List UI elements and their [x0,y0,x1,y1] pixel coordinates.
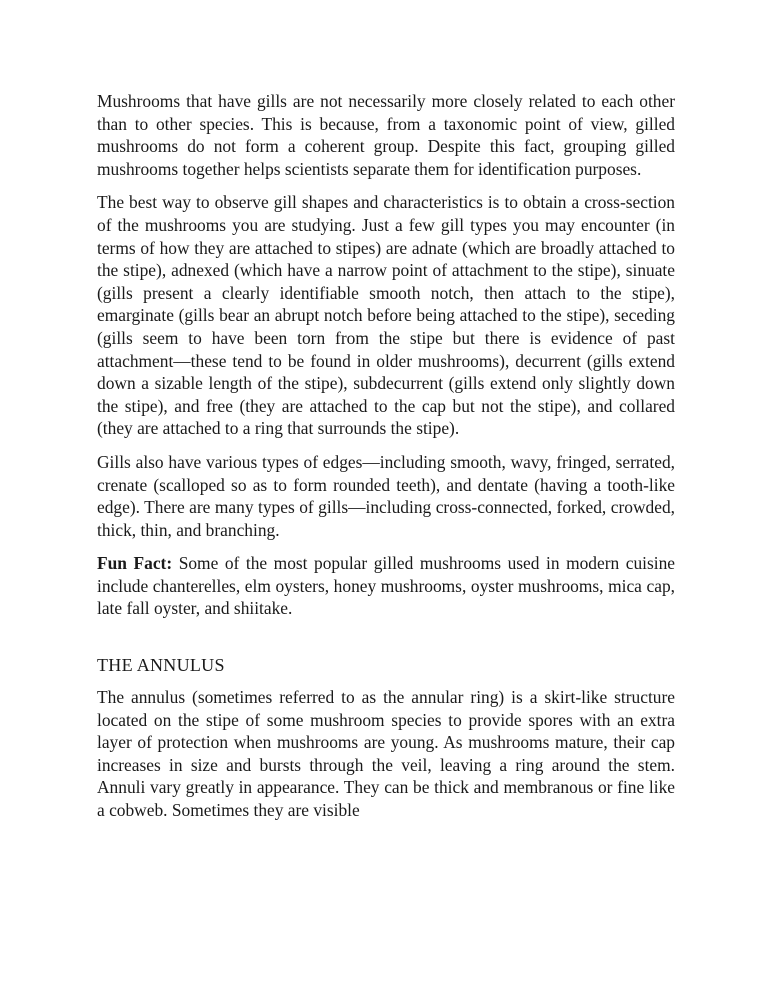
page-body [97,90,675,833]
paragraph-gilled-mushrooms: Mushrooms that have gills are not necessarily more closely related to each other than to other species. This is because, from a taxonomic point of view, gilled mushrooms do not form a coherent group. Despite this fact, grouping gilled mushrooms together helps scientists separate them for identification purposes. [97,91,675,179]
paragraph-annulus: The annulus (sometimes referred to as the annular ring) is a skirt-like structure located on the stipe of some mushroom species to provide spores with an extra layer of protection when mushrooms are young. As mushrooms mature, their cap increases in size and bursts through the veil, leaving a ring around the stem. Annuli vary greatly in appearance. They can be thick and membranous or fine like a cobweb. Sometimes they are visible [97,687,675,821]
paragraph-gill-edges: Gills also have various types of edges—including smooth, wavy, fringed, serrated, crenate (scalloped so as to form rounded teeth), and dentate (having a tooth-like edge). There are many types of gills—including cross-connected, forked, crowded, thick, thin, and branching. [97,451,675,540]
section-heading: THE ANNULUS [97,655,225,676]
fun-fact-text: Some of the most popular gilled mushrooms used in modern cuisine include chanterelles, elm oysters, honey mushrooms, oyster mushrooms, mica cap, late fall oyster, and shiitake. [97,553,675,619]
fun-fact-label: Fun Fact: [97,553,173,574]
paragraph-gill-types: The best way to observe gill shapes and characteristics is to obtain a cross-section of the mushrooms you are studying. Just a few gill types you may encounter (in terms of how they are attached to stipes) are adnate (which are broadly attached to the stipe), adnexed (which have a narrow point of attachment to the stipe), sinuate (gills present a clearly identifiable smooth notch, then attach to the stipe), emarginate (gills bear an abrupt notch before being attached to the stipe), seceding (gills seem to have been torn from the stipe but there is evidence of past attachment—these tend to be found in older mushrooms), decurrent (gills extend down a sizable length of the stipe), subdecurrent (gills extend only slightly down the stipe), and free (they are attached to the cap but not the stipe), and collared (they are attached to a ring that surrounds the stipe). [97,192,675,439]
fun-fact-paragraph [97,552,675,620]
